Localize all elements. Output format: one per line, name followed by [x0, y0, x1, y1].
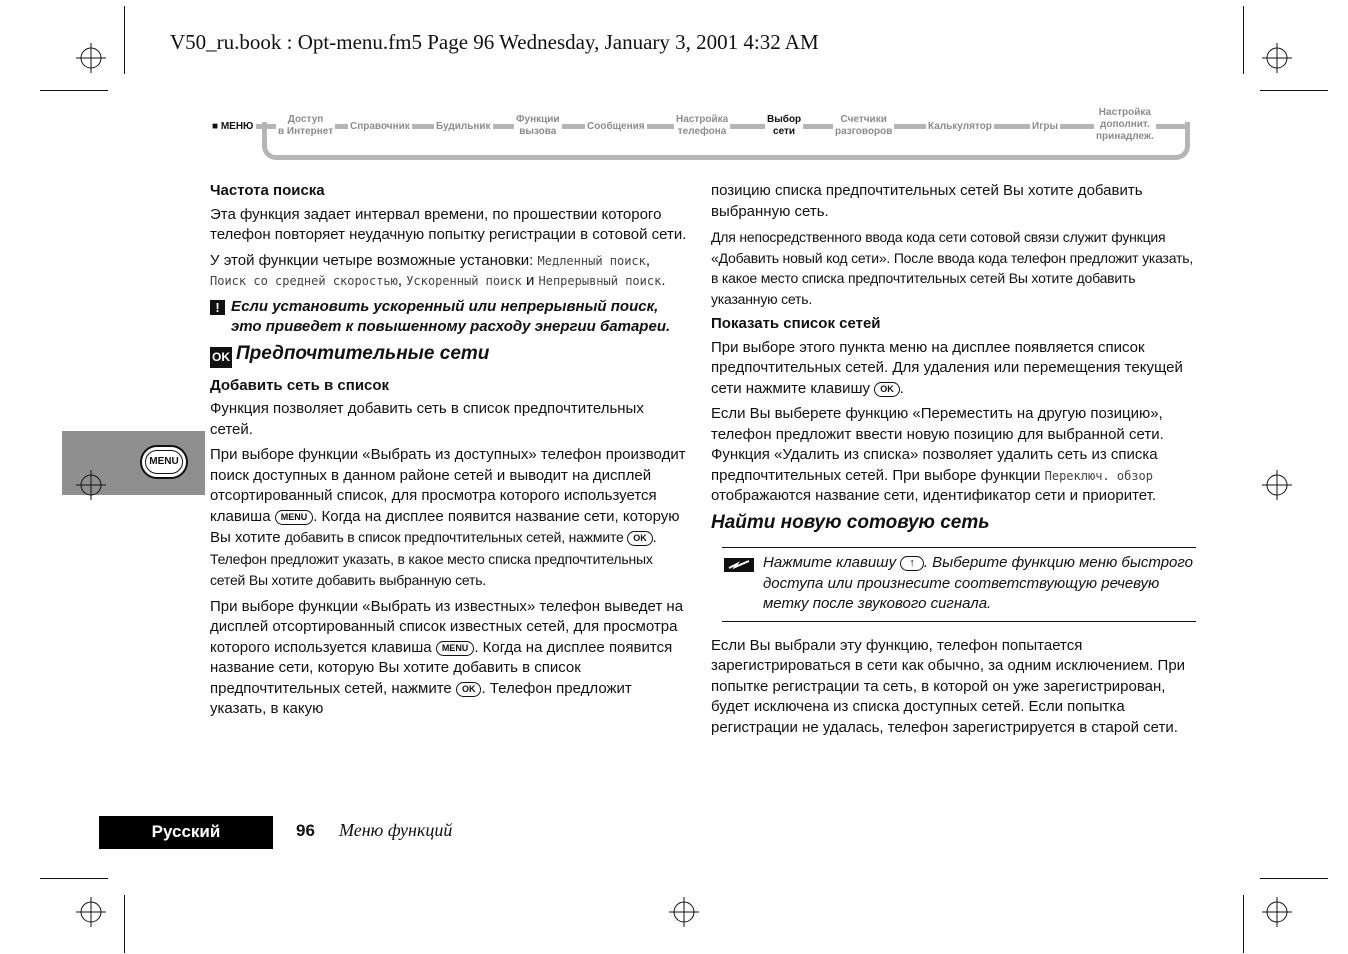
nav-item-games: Игры: [1032, 121, 1059, 132]
crop-mark: [1260, 878, 1328, 879]
nav-item-call-counters: Счетчики разговоров: [835, 114, 893, 137]
registration-mark-icon: [1262, 897, 1292, 927]
nav-item-network-select: Выбор сети: [767, 114, 802, 137]
ok-key-icon: OK: [456, 682, 482, 697]
print-header: V50_ru.book : Opt-menu.fm5 Page 96 Wednesday, January 3, 2001 4:32 AM: [170, 30, 819, 54]
shortcut-icon: [724, 558, 754, 572]
text: .: [661, 272, 666, 289]
lcd-option-continuous: Непрерывный поиск: [538, 274, 662, 288]
paragraph: Функция позволяет добавить сеть в список предпочтительных сетей.: [210, 400, 644, 438]
lcd-option-switch-view: Переключ. обзор: [1044, 468, 1153, 483]
text: и: [521, 272, 539, 289]
ok-key-icon: OK: [627, 531, 653, 546]
paragraph-known: [210, 597, 690, 720]
tip-text: [763, 553, 1196, 615]
paragraph: Эта функция задает интервал времени, по прошествии которого телефон повторяет неудачную попытку регистрации в сотовой сети.: [210, 205, 687, 243]
heading-preferred-networks: [210, 344, 690, 368]
crop-mark: [124, 895, 125, 953]
text: Нажмите клавишу: [763, 554, 901, 571]
nav-item-call-functions: Функции вызова: [516, 114, 560, 137]
paragraph-find: Если Вы выбрали эту функцию, телефон попытается зарегистрироваться в сети как обычно, за одним исключением. При попытке регистрации та сеть, в которой он уже зарегистрирован, будет исключена из списка доступных сетей. Если попытка регистрации не удалась, телефон зарегистрируется в старой сети.: [711, 636, 1186, 736]
crop-mark: [40, 878, 108, 879]
paragraph-move: [711, 404, 1196, 507]
menu-key-icon: MENU: [436, 641, 475, 656]
text: При выборе функции «Выбрать из известных» телефон выведет на дисплей отсортированный список известных сетей, для просмотра которого используется клавиша: [210, 597, 684, 656]
ok-key-icon: OK: [210, 347, 232, 368]
text: отображаются название сети, идентификатор сети и приоритет.: [711, 487, 1157, 504]
menu-key-icon: [140, 445, 188, 479]
nav-item-calculator: Калькулятор: [928, 121, 992, 132]
lcd-option-slow: Медленный поиск: [537, 253, 646, 268]
warning-note: [210, 297, 690, 338]
registration-mark-icon: [76, 470, 106, 500]
menu-key-icon: MENU: [275, 510, 314, 525]
shortcut-tip: [722, 547, 1196, 622]
nav-item-alarm: Будильник: [436, 121, 491, 132]
nav-item-menu: ■ МЕНЮ: [212, 121, 254, 132]
paragraph: позицию списка предпочтительных сетей Вы хотите добавить выбранную сеть.: [711, 182, 1143, 220]
warning-icon: !: [210, 300, 225, 315]
heading-add-network: Добавить сеть в список: [210, 376, 390, 394]
crop-mark: [124, 6, 125, 74]
warning-text: Если установить ускоренный или непрерывный поиск, это приведет к повышенному расходу энергии батареи.: [231, 297, 671, 335]
page-number: 96: [296, 821, 315, 840]
language-label: Русский: [99, 816, 273, 849]
text: При выборе функции «Выбрать из доступных» телефон производит поиск доступных в данном районе сетей и выводит на дисплей отсортированный список, для просмотра которого используется клавиша: [210, 446, 686, 525]
nav-item-phone-settings: Настройка телефона: [676, 114, 729, 137]
registration-mark-icon: [1262, 43, 1292, 73]
text: .: [899, 379, 904, 397]
nav-item-messages: Сообщения: [587, 121, 645, 132]
registration-mark-icon: [76, 43, 106, 73]
registration-mark-icon: [1262, 470, 1292, 500]
heading-search-frequency: Частота поиска: [210, 182, 325, 199]
up-key-icon: ↑: [900, 556, 924, 571]
text: У этой функции четыре возможные установки:: [210, 251, 538, 269]
ok-key-icon: OK: [874, 382, 900, 397]
menu-navigation-bar: [210, 104, 1195, 166]
text: ,: [645, 251, 651, 269]
crop-mark: [1260, 90, 1328, 91]
registration-mark-icon: [76, 897, 106, 927]
paragraph-settings: [210, 251, 690, 292]
text: ,: [397, 272, 407, 289]
paragraph-code: Для непосредственного ввода кода сети сотовой связи служит функция «Добавить новый код сети». После ввода кода телефон предложит указать, в какое место списка предпочтительных сетей Вы хотите добавить указанную сеть.: [711, 229, 1194, 307]
text: . Выберите функцию меню быстрого доступа или произнесите соответствующую речевую метку после звукового сигнала.: [763, 554, 1193, 612]
lcd-option-fast: Ускоренный поиск: [406, 274, 522, 288]
text: . Когда на дисплее появится название сети, которую Вы хотите: [210, 507, 680, 546]
heading-text: Предпочтительные сети: [236, 342, 490, 364]
heading-show-networks: Показать список сетей: [711, 315, 881, 332]
left-column: [210, 181, 690, 725]
text: При выборе этого пункта меню на дисплее появляется список предпочтительных сетей. Для удаления или перемещения текущей сети нажмите клавишу: [711, 338, 1183, 397]
nav-item-accessory-settings: Настройка дополнит. принадлеж.: [1096, 107, 1154, 142]
text: добавить в список предпочтительных сетей, нажмите: [284, 529, 628, 545]
crop-mark: [1243, 895, 1244, 953]
text: . Телефон предложит указать, в какую: [210, 679, 632, 717]
heading-find-network: Найти новую сотовую сеть: [711, 511, 990, 533]
right-column: [711, 181, 1196, 743]
paragraph-available: [210, 445, 690, 592]
nav-item-phonebook: Справочник: [350, 121, 410, 132]
section-title: Меню функций: [339, 820, 453, 840]
crop-mark: [40, 90, 108, 91]
text: . Когда на дисплее появится название сети, которую Вы хотите добавить в список предпочтительных сетей, нажмите: [210, 638, 673, 697]
paragraph-show: [711, 338, 1196, 400]
lcd-option-medium: Поиск со средней скоростью: [210, 274, 398, 288]
text: Если Вы выберете функцию «Переместить на другую позицию», телефон предложит ввести новую позицию для выбранной сети. Функция «Удалить из списка» позволяет удалить сеть из списка предпочтительных сетей. При выборе функции: [711, 405, 1164, 484]
crop-mark: [1243, 6, 1244, 74]
registration-mark-icon: [669, 897, 699, 927]
nav-item-internet: Доступ в Интернет: [278, 114, 334, 137]
text: . Телефон предложит указать, в какое место списка предпочтительных сетей Вы хотите добавить выбранную сеть.: [210, 529, 657, 588]
menu-key-label: MENU: [145, 450, 183, 474]
